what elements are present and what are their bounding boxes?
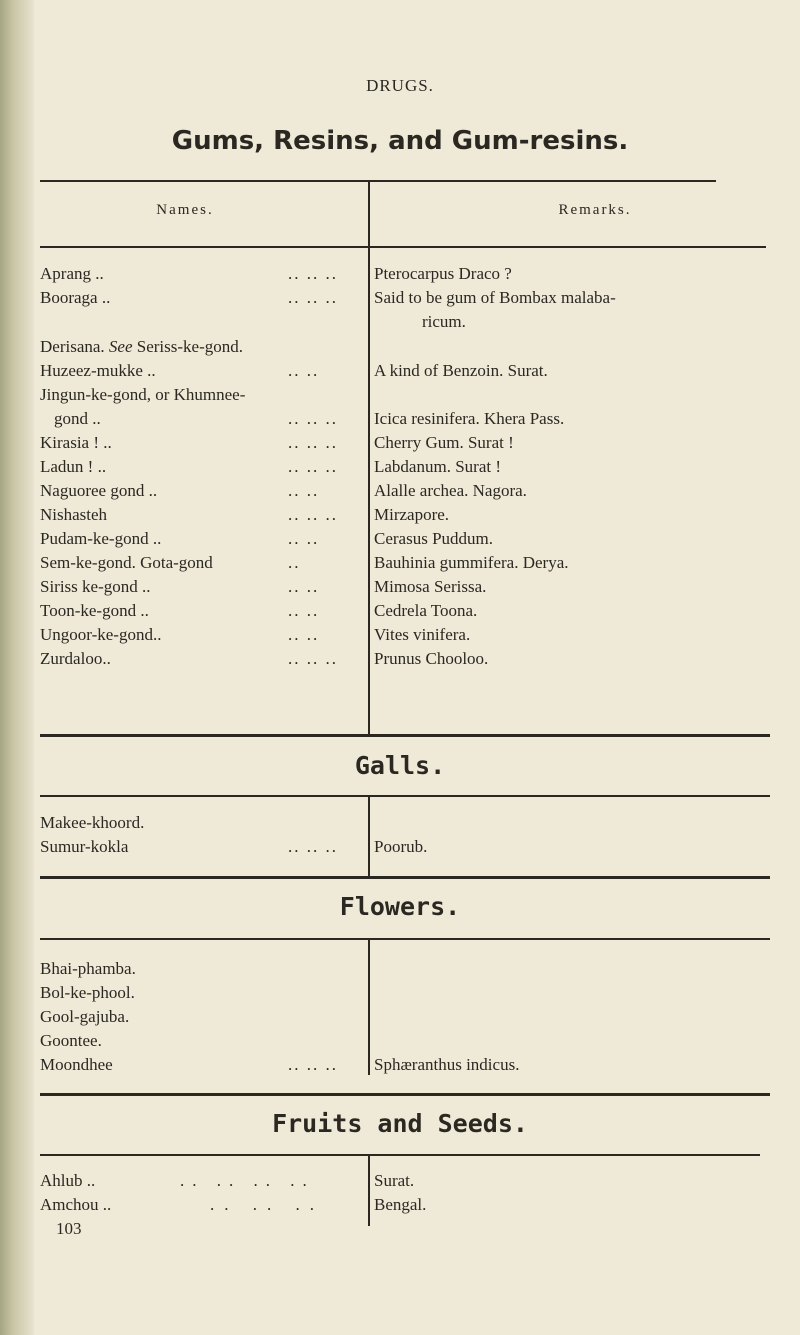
table-row — [40, 981, 760, 1005]
name-part: Seriss-ke-gond. — [132, 337, 243, 356]
section-rule — [40, 1093, 770, 1096]
section-header-rule — [40, 795, 770, 797]
drug-name: Siriss ke-gond .. — [40, 577, 151, 596]
section-header-rule — [40, 938, 770, 940]
section-title-galls: Galls. — [354, 751, 446, 780]
leader-dots: .. .. .. — [288, 1055, 338, 1074]
table-row — [40, 1053, 760, 1077]
section-rule — [40, 734, 770, 737]
remark: Sphæranthus indicus. — [374, 1055, 520, 1074]
drug-name: Booraga .. — [40, 288, 111, 307]
remark: A kind of Benzoin. Surat. — [374, 361, 548, 380]
remark-continuation: ricum. — [422, 312, 466, 331]
remark: Prunus Chooloo. — [374, 649, 489, 668]
remark: Vites vinifera. — [374, 625, 471, 644]
section-header-rule — [40, 1154, 760, 1156]
leader-dots: .. — [288, 553, 301, 572]
table-row — [40, 811, 760, 835]
drug-name: Ungoor-ke-gond.. — [40, 625, 162, 644]
table-row — [40, 310, 760, 334]
remark: Surat. — [374, 1171, 415, 1190]
drug-name: Jingun-ke-gond, or Khumnee- — [40, 385, 246, 404]
drug-name: Naguoree gond .. — [40, 481, 158, 500]
table-row — [40, 359, 760, 383]
leader-dots: .. .. .. — [288, 264, 338, 283]
drug-name: Kirasia ! .. — [40, 433, 112, 452]
section-title-fruits-seeds: Fruits and Seeds. — [272, 1109, 528, 1138]
table-row — [40, 647, 760, 671]
page-number-row — [40, 1217, 760, 1241]
drug-name: Huzeez-mukke .. — [40, 361, 156, 380]
drug-name: Goontee. — [40, 1031, 102, 1050]
table-row — [40, 455, 760, 479]
drug-name: Moondhee — [40, 1055, 113, 1074]
leader-dots: .. .. — [288, 601, 320, 620]
table-row — [40, 1169, 760, 1193]
table-row — [40, 835, 760, 859]
table-row — [40, 575, 760, 599]
page-title: Gums, Resins, and Gum-resins. — [171, 126, 629, 156]
leader-dots: .. .. .. — [288, 837, 338, 856]
header-bottom-rule — [40, 246, 766, 248]
drug-name: Sumur-kokla — [40, 837, 129, 856]
table-row — [40, 599, 760, 623]
remark: Said to be gum of Bombax malaba- — [374, 288, 616, 307]
running-head: DRUGS. — [366, 76, 434, 95]
table-row — [40, 1193, 760, 1217]
drug-name: Gool-gajuba. — [40, 1007, 130, 1026]
leader-dots: .. .. — [288, 361, 320, 380]
page-number: 103 — [56, 1219, 82, 1238]
see-reference: See — [108, 337, 133, 356]
table-row — [40, 431, 760, 455]
table-row — [40, 623, 760, 647]
leader-dots: .. .. .. — [288, 457, 338, 476]
drug-name: Zurdaloo.. — [40, 649, 111, 668]
remark: Labdanum. Surat ! — [374, 457, 501, 476]
table-row — [40, 383, 760, 407]
table-row — [40, 335, 760, 359]
table-row — [40, 1029, 760, 1053]
table-row — [40, 503, 760, 527]
leader-dots: .. .. .. — [210, 1195, 324, 1214]
drug-name: Bol-ke-phool. — [40, 983, 135, 1002]
leader-dots: .. .. — [288, 529, 320, 548]
remark: Cedrela Toona. — [374, 601, 478, 620]
leader-dots: .. .. — [288, 577, 320, 596]
drug-name: Amchou .. — [40, 1195, 112, 1214]
leader-dots: .. .. .. .. — [180, 1171, 315, 1190]
remark: Icica resinifera. Khera Pass. — [374, 409, 565, 428]
remark: Mimosa Serissa. — [374, 577, 487, 596]
name-part: Derisana. — [40, 337, 109, 356]
remark: Pterocarpus Draco ? — [374, 264, 512, 283]
drug-name: Pudam-ke-gond .. — [40, 529, 162, 548]
leader-dots: .. .. .. — [288, 409, 338, 428]
remark: Bauhinia gummifera. Derya. — [374, 553, 569, 572]
remark: Mirzapore. — [374, 505, 450, 524]
section-title-flowers: Flowers. — [339, 892, 461, 921]
section-rule — [40, 876, 770, 879]
leader-dots: .. .. — [288, 481, 320, 500]
drug-name: Nishasteh — [40, 505, 108, 524]
drug-name: Bhai-phamba. — [40, 959, 136, 978]
table-row — [40, 286, 760, 310]
column-header-remarks: Remarks. — [558, 202, 632, 218]
drug-name: Ahlub .. — [40, 1171, 96, 1190]
drug-name: Makee-khoord. — [40, 813, 145, 832]
drug-name: Sem-ke-gond. Gota-gond — [40, 553, 213, 572]
drug-name: Ladun ! .. — [40, 457, 107, 476]
table-row — [40, 262, 760, 286]
leader-dots: .. .. .. — [288, 288, 338, 307]
table-row — [40, 957, 760, 981]
drug-name: Aprang .. — [40, 264, 104, 283]
table-row — [40, 479, 760, 503]
table-row — [40, 407, 760, 431]
table-row — [40, 1005, 760, 1029]
leader-dots: .. .. .. — [288, 505, 338, 524]
leader-dots: .. .. — [288, 625, 320, 644]
drug-name — [40, 335, 243, 359]
remark: Cherry Gum. Surat ! — [374, 433, 514, 452]
remark: Poorub. — [374, 837, 428, 856]
table-row — [40, 551, 760, 575]
remark: Bengal. — [374, 1195, 427, 1214]
column-header-names: Names. — [156, 202, 214, 218]
remark: Alalle archea. Nagora. — [374, 481, 527, 500]
leader-dots: .. .. .. — [288, 649, 338, 668]
drug-name: Toon-ke-gond .. — [40, 601, 149, 620]
drug-name: gond .. — [54, 409, 101, 428]
leader-dots: .. .. .. — [288, 433, 338, 452]
table-top-rule — [40, 180, 716, 182]
remark: Cerasus Puddum. — [374, 529, 493, 548]
table-row — [40, 527, 760, 551]
